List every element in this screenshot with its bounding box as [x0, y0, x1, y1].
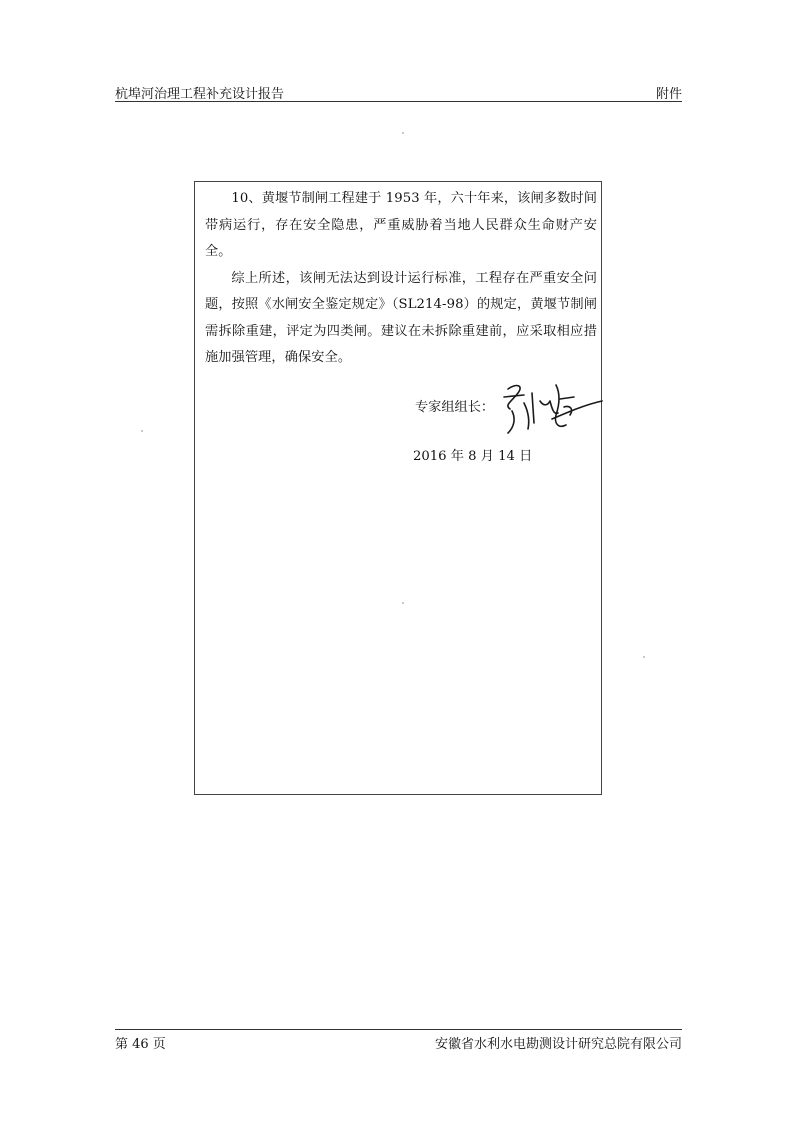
page-number: 第 46 页 — [115, 1037, 166, 1052]
page-header — [115, 80, 682, 102]
scan-speck — [402, 602, 404, 604]
scanned-document-body — [205, 186, 597, 372]
header-rule — [115, 101, 682, 102]
scan-speck — [402, 132, 404, 134]
signature-date: 2016 年 8 月 14 日 — [413, 449, 533, 464]
footer-rule — [115, 1029, 682, 1030]
scan-speck — [141, 430, 143, 432]
page-footer — [115, 1033, 682, 1053]
organization-name: 安徽省水利水电勘测设计研究总院有限公司 — [434, 1037, 682, 1052]
report-title: 杭埠河治理工程补充设计报告 — [115, 87, 285, 102]
handwritten-signature — [494, 375, 606, 445]
scan-speck — [643, 656, 645, 658]
section-label: 附件 — [655, 87, 682, 102]
paragraph-2: 综上所述，该闸无法达到设计运行标准，工程存在严重安全问题，按照《水闸安全鉴定规定》（SL214-98）的规定，黄堰节制闸需拆除重建，评定为四类闸。建议在未拆除重建前，应采取相应措施加强管理，确保安全。 — [205, 270, 597, 365]
signer-label: 专家组组长： — [415, 400, 495, 415]
paragraph-1: 10、黄堰节制闸工程建于 1953 年，六十年来，该闸多数时间带病运行，存在安全隐患，严重威胁着当地人民群众生命财产安全。 — [205, 191, 597, 259]
